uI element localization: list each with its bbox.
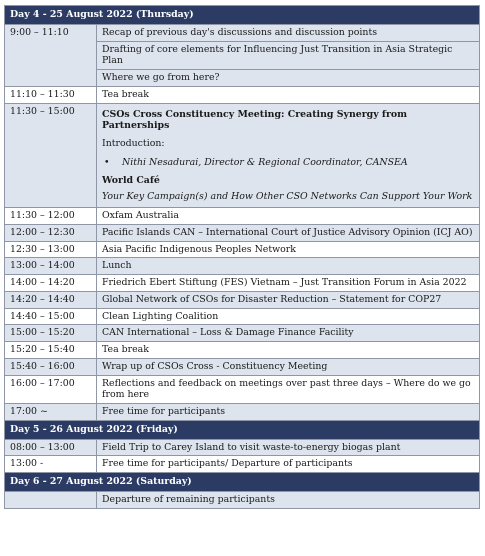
table-row: [5, 241, 480, 258]
table-row: [5, 404, 480, 421]
time-cell: [5, 491, 97, 508]
activity-cell: Wrap up of CSOs Cross - Constituency Meeting: [97, 358, 480, 375]
activity-cell: Friedrich Ebert Stiftung (FES) Vietnam – Just Transition Forum in Asia 2022: [97, 275, 480, 292]
time-cell: 12:30 – 13:00: [5, 241, 97, 258]
agenda-table: [4, 5, 480, 509]
time-cell: 13:00 -: [5, 456, 97, 473]
activity-cell: Reflections and feedback on meetings over past three days – Where do we go from here: [97, 375, 480, 404]
time-cell: 11:30 – 15:00: [5, 103, 97, 208]
time-cell: 16:00 – 17:00: [5, 375, 97, 404]
activity-cell: Free time for participants/ Departure of participants: [97, 456, 480, 473]
table-row: [5, 325, 480, 342]
day-header: [5, 6, 480, 25]
activity-cell: Pacific Islands CAN – International Court of Justice Advisory Opinion (ICJ AO): [97, 224, 480, 241]
time-cell: 14:20 – 14:40: [5, 291, 97, 308]
time-cell: 14:00 – 14:20: [5, 275, 97, 292]
time-cell: 9:00 – 11:10: [5, 24, 97, 86]
table-row: [5, 86, 480, 103]
intro-speaker-item: [102, 150, 474, 169]
activity-cell: Field Trip to Carey Island to visit waste-to-energy biogas plant: [97, 439, 480, 456]
time-cell: 13:00 – 14:00: [5, 258, 97, 275]
activity-cell: CAN International – Loss & Damage Finance Facility: [97, 325, 480, 342]
time-cell: 15:20 – 15:40: [5, 342, 97, 359]
table-row: [5, 491, 480, 508]
day-header-text: Day 6 - 27 August 2022 (Saturday): [5, 473, 480, 492]
table-row: [5, 291, 480, 308]
intro-label: Introduction:: [102, 138, 165, 149]
activity-cell: Asia Pacific Indigenous Peoples Network: [97, 241, 480, 258]
activity-cell: Drafting of core elements for Influencing Just Transition in Asia Strategic Plan: [97, 41, 480, 70]
table-row: [5, 342, 480, 359]
activity-cell: Tea break: [97, 342, 480, 359]
activity-cell: Free time for participants: [97, 404, 480, 421]
bullet-icon: [104, 157, 122, 168]
time-cell: 14:40 – 15:00: [5, 308, 97, 325]
table-row: [5, 24, 480, 41]
time-cell: 12:00 – 12:30: [5, 224, 97, 241]
activity-cell: Global Network of CSOs for Disaster Reduction – Statement for COP27: [97, 291, 480, 308]
activity-cell: Clean Lighting Coalition: [97, 308, 480, 325]
table-row: [5, 375, 480, 404]
intro-speaker: Nithi Nesadurai, Director & Regional Coordinator, CANSEA: [122, 156, 408, 168]
activity-cell: Departure of remaining participants: [97, 491, 480, 508]
activity-cell: Tea break: [97, 86, 480, 103]
activity-cell: Lunch: [97, 258, 480, 275]
time-cell: 11:10 – 11:30: [5, 86, 97, 103]
session-title: CSOs Cross Constituency Meeting: Creating Synergy from Partnerships: [102, 108, 408, 132]
time-cell: 11:30 – 12:00: [5, 208, 97, 225]
table-row: [5, 439, 480, 456]
day-header: [5, 420, 480, 439]
table-row: [5, 258, 480, 275]
day-header-text: Day 4 - 25 August 2022 (Thursday): [5, 6, 480, 25]
session-subtitle: World Café: [102, 174, 160, 186]
time-cell: 15:00 – 15:20: [5, 325, 97, 342]
time-cell: 17:00 ~: [5, 404, 97, 421]
session-subtitle-desc: Your Key Campaign(s) and How Other CSO Networks Can Support Your Work: [102, 191, 473, 203]
day-header-text: Day 5 - 26 August 2022 (Friday): [5, 420, 480, 439]
table-row: [5, 456, 480, 473]
activity-cell: Oxfam Australia: [97, 208, 480, 225]
table-row: [5, 308, 480, 325]
session-cell: [97, 103, 480, 208]
activity-cell: Recap of previous day's discussions and discussion points: [97, 24, 480, 41]
table-row: [5, 208, 480, 225]
table-row: [5, 275, 480, 292]
table-row: [5, 103, 480, 208]
table-row: [5, 224, 480, 241]
activity-cell: Where we go from here?: [97, 70, 480, 87]
time-cell: 08:00 – 13:00: [5, 439, 97, 456]
time-cell: 15:40 – 16:00: [5, 358, 97, 375]
day-header: [5, 473, 480, 492]
table-row: [5, 358, 480, 375]
